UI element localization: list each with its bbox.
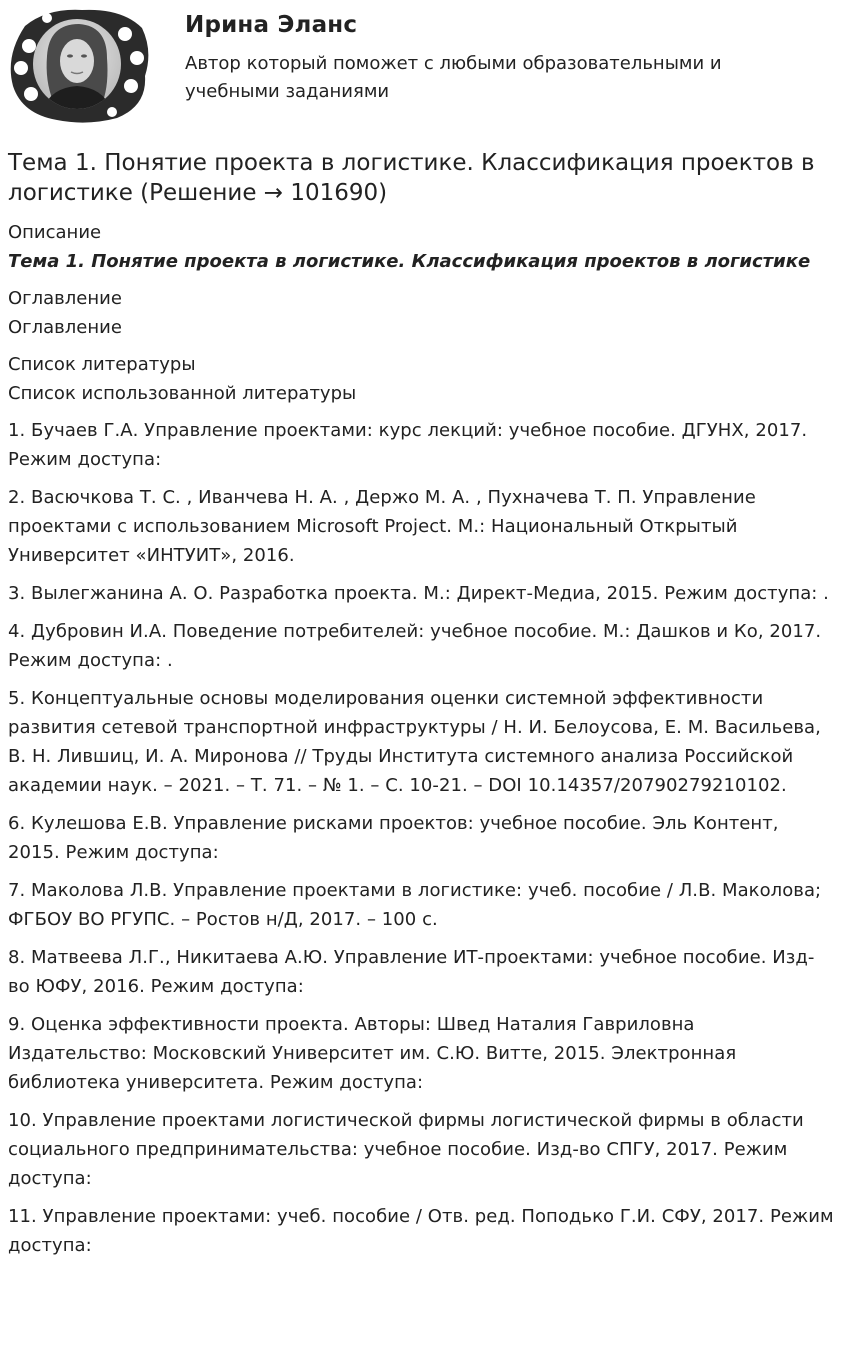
reference-item: 5. Концептуальные основы моделирования оценки системной эффективности развития сетевой транспортной инфраструктуры / Н. И. Белоусова, Е. М. Васильева, В. Н. Лившиц, И. А. Миронова // Труды Института системного анализа Российской академии наук. – 2021. – Т. 71. – № 1. – С. 10-21. – DOI 10.14357/20790279210102. (8, 688, 821, 796)
reference-item: 2. Васючкова Т. С. , Иванчева Н. А. , Держо М. А. , Пухначева Т. П. Управление проектами с использованием Microsoft Project. М.: Национальный Открытый Университет «ИНТУИТ», 2016. (8, 487, 756, 566)
reference-item: 9. Оценка эффективности проекта. Авторы: Швед Наталия Гавриловна Издательство: Московский Университет им. С.Ю. Витте, 2015. Электронная библиотека университета. Режим доступа: (8, 1014, 737, 1093)
reference-item: 11. Управление проектами: учеб. пособие / Отв. ред. Поподько Г.И. СФУ, 2017. Режим доступа: (8, 1206, 834, 1256)
description-label: Описание (8, 222, 102, 243)
document-title: Тема 1. Понятие проекта в логистике. Классификация проектов в логистике (Решение → 101690) (8, 150, 815, 206)
avatar[interactable] (7, 6, 152, 126)
toc-section (8, 284, 836, 342)
author-name[interactable]: Ирина Эланс (185, 12, 358, 38)
toc-heading: Оглавление (8, 317, 122, 338)
literature-label: Список литературы (8, 354, 196, 375)
avatar-image (7, 6, 152, 126)
toc-label: Оглавление (8, 288, 122, 309)
reference-item: 1. Бучаев Г.А. Управление проектами: курс лекций: учебное пособие. ДГУНХ, 2017. Режим доступа: (8, 420, 808, 470)
literature-section (8, 350, 836, 408)
author-description: Автор который поможет с любыми образовательными и учебными заданиями (185, 53, 722, 102)
description-section (8, 218, 836, 276)
reference-item: 10. Управление проектами логистической фирмы логистической фирмы в области социального предпринимательства: учебное пособие. Изд-во СПГУ, 2017. Режим доступа: (8, 1110, 804, 1189)
author-header (0, 0, 847, 130)
reference-item: 4. Дубровин И.А. Поведение потребителей: учебное пособие. М.: Дашков и Ко, 2017. Режим доступа: . (8, 621, 822, 671)
reference-item: 6. Кулешова Е.В. Управление рисками проектов: учебное пособие. Эль Контент, 2015. Режим доступа: (8, 813, 779, 863)
document-content (8, 148, 836, 1269)
reference-item: 3. Вылегжанина А. О. Разработка проекта. М.: Директ-Медиа, 2015. Режим доступа: . (8, 583, 829, 604)
reference-item: 8. Матвеева Л.Г., Никитаева А.Ю. Управление ИТ-проектами: учебное пособие. Изд-во ЮФУ, 2016. Режим доступа: (8, 947, 815, 997)
description-text: Тема 1. Понятие проекта в логистике. Классификация проектов в логистике (8, 251, 811, 272)
reference-item: 7. Маколова Л.В. Управление проектами в логистике: учеб. пособие / Л.В. Маколова; ФГБОУ ВО РГУПС. – Ростов н/Д, 2017. – 100 с. (8, 880, 822, 930)
literature-heading: Список использованной литературы (8, 383, 357, 404)
reference-list (8, 416, 836, 1260)
